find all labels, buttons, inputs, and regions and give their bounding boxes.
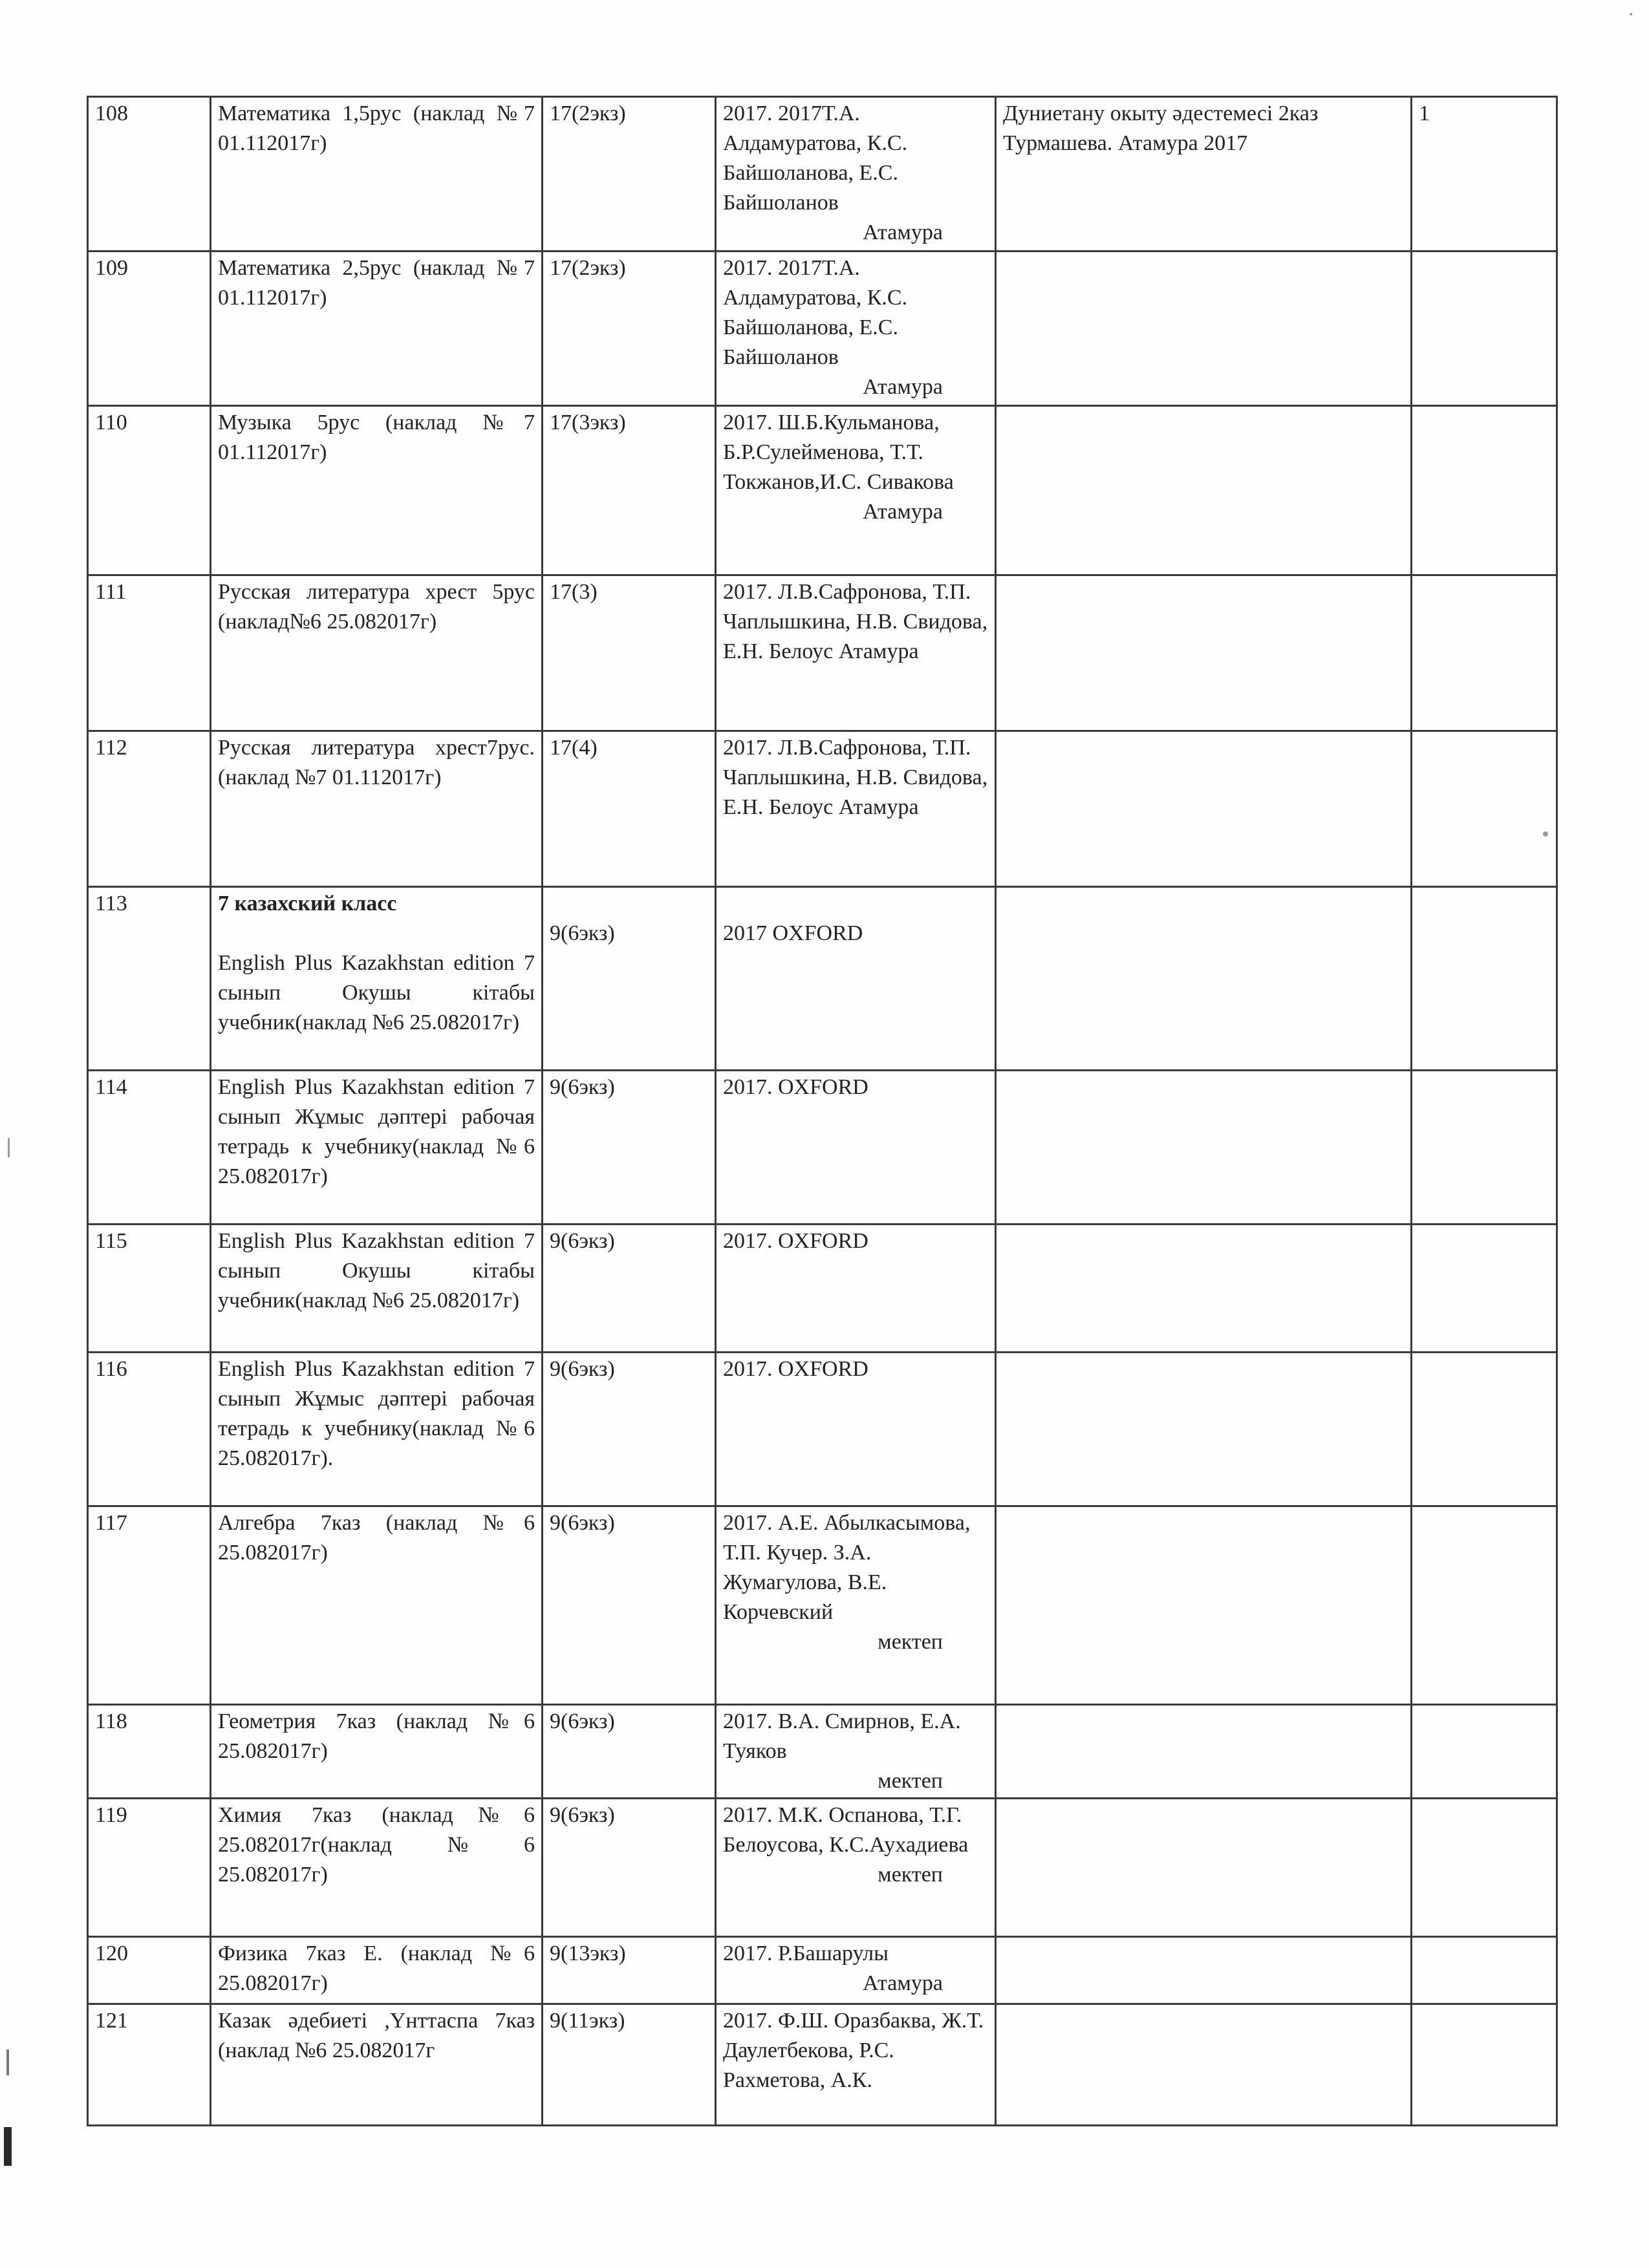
- table-row: [88, 1705, 1557, 1799]
- book-title: English Plus Kazakhstan edition 7 сынып Жұмыс дәптері рабочая тетрадь к учебнику(наклад №6 25.082017г).: [218, 1357, 535, 1470]
- row-number: 115: [88, 1225, 211, 1353]
- book-title-cell: [211, 1071, 543, 1225]
- publisher-authors: 2017. Ф.Ш. Оразбаква, Ж.Т. Даулетбекова, Р.С. Рахметова, А.К.: [723, 2009, 984, 2092]
- quantity-cell: [1412, 1937, 1557, 2004]
- row-number: 113: [88, 887, 211, 1071]
- publisher-authors: 2017 OXFORD: [723, 921, 863, 945]
- additional-item-cell: Дуниетану окыту әдестемесі 2каз Турмашева. Атамура 2017: [996, 97, 1412, 251]
- publisher-cell: [716, 887, 996, 1071]
- publisher-name: мектеп: [878, 1769, 943, 1793]
- table-row: [88, 887, 1557, 1071]
- book-title: Геометрия 7каз (наклад №6 25.082017г): [218, 1709, 535, 1763]
- row-number: 108: [88, 97, 211, 251]
- row-number: 121: [88, 2004, 211, 2126]
- publisher-authors: 2017. 2017Т.А. Алдамуратова, К.С. Байшоланова, Е.С. Байшоланов: [723, 102, 908, 215]
- row-number: 112: [88, 731, 211, 887]
- copies-count: 17(3экз): [543, 406, 716, 575]
- publisher-name: мектеп: [878, 1630, 943, 1654]
- publisher-name: Атамура: [863, 375, 943, 399]
- publisher-authors: 2017. Л.В.Сафронова, Т.П. Чаплышкина, Н.В. Свидова, Е.Н. Белоус Атамура: [723, 736, 988, 819]
- book-title-cell: [211, 1937, 543, 2004]
- publisher-cell: [716, 1705, 996, 1799]
- book-title: Математика 1,5рус (наклад №7 01.112017г): [218, 102, 535, 155]
- quantity-cell: [1412, 575, 1557, 731]
- quantity-cell: [1412, 1705, 1557, 1799]
- scan-speck: [1543, 831, 1548, 837]
- publisher-cell: [716, 1225, 996, 1353]
- book-title: English Plus Kazakhstan edition 7 сынып Окушы кітабы учебник(наклад №6 25.082017г): [218, 951, 535, 1034]
- table-row: [88, 1071, 1557, 1225]
- additional-item-cell: [996, 1225, 1412, 1353]
- table-row: [88, 1225, 1557, 1353]
- publisher-name: Атамура: [863, 500, 943, 524]
- copies-count: 9(6экз): [543, 1071, 716, 1225]
- quantity-cell: 1: [1412, 97, 1557, 251]
- copies-count: 9(6экз): [543, 1705, 716, 1799]
- book-title-cell: [211, 97, 543, 251]
- row-number: 109: [88, 251, 211, 406]
- quantity-cell: [1412, 406, 1557, 575]
- additional-item-cell: [996, 575, 1412, 731]
- additional-item-cell: [996, 1353, 1412, 1506]
- additional-item-cell: [996, 1506, 1412, 1705]
- scan-artifact-mark: [6, 2049, 9, 2075]
- book-register-table: [87, 96, 1558, 2126]
- copies-count: 9(6экз): [543, 887, 716, 1071]
- scan-speck: [1630, 13, 1632, 16]
- quantity-cell: [1412, 1353, 1557, 1506]
- publisher-cell: [716, 1353, 996, 1506]
- publisher-cell: [716, 1071, 996, 1225]
- publisher-name: Атамура: [863, 220, 943, 244]
- publisher-authors: 2017. А.Е. Абылкасымова, Т.П. Кучер. З.А. Жумагулова, В.Е. Корчевский: [723, 1511, 971, 1624]
- book-title-cell: [211, 1799, 543, 1937]
- additional-item-cell: [996, 251, 1412, 406]
- book-title: Русская литература хрест 5рус (наклад№6 25.082017г): [218, 580, 535, 634]
- publisher-name: Атамура: [863, 1971, 943, 1995]
- additional-item-cell: [996, 1937, 1412, 2004]
- publisher-authors: 2017. OXFORD: [723, 1357, 868, 1381]
- copies-count: 9(6экз): [543, 1506, 716, 1705]
- book-title: Музыка 5рус (наклад №7 01.112017г): [218, 411, 535, 464]
- publisher-authors: 2017. Л.В.Сафронова, Т.П. Чаплышкина, Н.В. Свидова, Е.Н. Белоус Атамура: [723, 580, 988, 663]
- book-title: English Plus Kazakhstan edition 7 сынып Окушы кітабы учебник(наклад №6 25.082017г): [218, 1229, 535, 1312]
- publisher-cell: [716, 1799, 996, 1937]
- publisher-cell: [716, 575, 996, 731]
- publisher-cell: [716, 1937, 996, 2004]
- book-title-cell: [211, 2004, 543, 2126]
- quantity-cell: [1412, 887, 1557, 1071]
- additional-item-cell: [996, 1705, 1412, 1799]
- row-number: 116: [88, 1353, 211, 1506]
- book-title: Казак әдебиеті ,Үнттаспа 7каз (наклад №6 25.082017г: [218, 2009, 535, 2062]
- table-row: [88, 1353, 1557, 1506]
- book-title-cell: [211, 1705, 543, 1799]
- book-title-cell: [211, 1506, 543, 1705]
- book-title: Химия 7каз (наклад№6 25.082017г(наклад№6 25.082017г): [218, 1803, 535, 1887]
- publisher-authors: 2017. OXFORD: [723, 1075, 868, 1099]
- scan-artifact-mark: [4, 2127, 12, 2166]
- table-row: [88, 731, 1557, 887]
- copies-count: 9(13экз): [543, 1937, 716, 2004]
- publisher-authors: 2017. М.К. Оспанова, Т.Г. Белоусова, К.С.Аухадиева: [723, 1803, 969, 1857]
- table-row: [88, 1799, 1557, 1937]
- book-title-cell: [211, 575, 543, 731]
- book-title-cell: [211, 1225, 543, 1353]
- book-title: Русская литература хрест7рус.(наклад №7 01.112017г): [218, 736, 535, 789]
- book-title-cell: [211, 251, 543, 406]
- copies-count: 9(6экз): [543, 1353, 716, 1506]
- copies-count: 9(6экз): [543, 1225, 716, 1353]
- book-title-cell: [211, 731, 543, 887]
- additional-item-cell: [996, 1071, 1412, 1225]
- quantity-cell: [1412, 251, 1557, 406]
- table-row: [88, 2004, 1557, 2126]
- row-number: 114: [88, 1071, 211, 1225]
- table-row: [88, 1937, 1557, 2004]
- book-title: English Plus Kazakhstan edition 7 сынып Жұмыс дәптері рабочая тетрадь к учебнику(наклад №6 25.082017г): [218, 1075, 535, 1188]
- book-title-cell: [211, 1353, 543, 1506]
- table-row: [88, 575, 1557, 731]
- copies-count: 9(11экз): [543, 2004, 716, 2126]
- copies-count: 9(6экз): [543, 1799, 716, 1937]
- book-title-cell: [211, 887, 543, 1071]
- additional-item-cell: [996, 731, 1412, 887]
- table-row: [88, 97, 1557, 251]
- publisher-authors: 2017. OXFORD: [723, 1229, 868, 1253]
- table-row: [88, 1506, 1557, 1705]
- copies-count: 17(2экз): [543, 97, 716, 251]
- publisher-name: мектеп: [878, 1863, 943, 1887]
- publisher-cell: [716, 1506, 996, 1705]
- row-number: 119: [88, 1799, 211, 1937]
- row-number: 118: [88, 1705, 211, 1799]
- row-number: 110: [88, 406, 211, 575]
- publisher-cell: [716, 2004, 996, 2126]
- book-title: Алгебра 7каз (наклад №6 25.082017г): [218, 1511, 535, 1565]
- publisher-cell: [716, 251, 996, 406]
- quantity-cell: [1412, 1799, 1557, 1937]
- additional-item-cell: [996, 1799, 1412, 1937]
- row-number: 120: [88, 1937, 211, 2004]
- publisher-authors: 2017. Ш.Б.Кульманова, Б.Р.Сулейменова, Т.Т. Токжанов,И.С. Сивакова: [723, 411, 954, 494]
- quantity-cell: [1412, 2004, 1557, 2126]
- quantity-cell: [1412, 1506, 1557, 1705]
- table-row: [88, 406, 1557, 575]
- quantity-cell: [1412, 1071, 1557, 1225]
- quantity-cell: [1412, 1225, 1557, 1353]
- additional-item-cell: [996, 406, 1412, 575]
- section-heading: 7 казахский класс: [218, 892, 397, 915]
- publisher-cell: [716, 406, 996, 575]
- table-row: [88, 251, 1557, 406]
- additional-item-cell: [996, 887, 1412, 1071]
- book-title: Физика 7каз Е. (наклад №6 25.082017г): [218, 1942, 535, 1995]
- publisher-cell: [716, 731, 996, 887]
- book-title: Математика 2,5рус (наклад №7 01.112017г): [218, 256, 535, 310]
- additional-item-cell: [996, 2004, 1412, 2126]
- publisher-authors: 2017. В.А. Смирнов, Е.А. Туяков: [723, 1709, 961, 1763]
- copies-count: 17(3): [543, 575, 716, 731]
- row-number: 117: [88, 1506, 211, 1705]
- quantity-cell: [1412, 731, 1557, 887]
- copies-count: 17(4): [543, 731, 716, 887]
- scan-artifact-mark: [8, 1138, 10, 1157]
- publisher-authors: 2017. 2017Т.А. Алдамуратова, К.С. Байшоланова, Е.С. Байшоланов: [723, 256, 908, 369]
- row-number: 111: [88, 575, 211, 731]
- publisher-cell: [716, 97, 996, 251]
- publisher-authors: 2017. Р.Башарулы: [723, 1942, 889, 1965]
- copies-count: 17(2экз): [543, 251, 716, 406]
- book-title-cell: [211, 406, 543, 575]
